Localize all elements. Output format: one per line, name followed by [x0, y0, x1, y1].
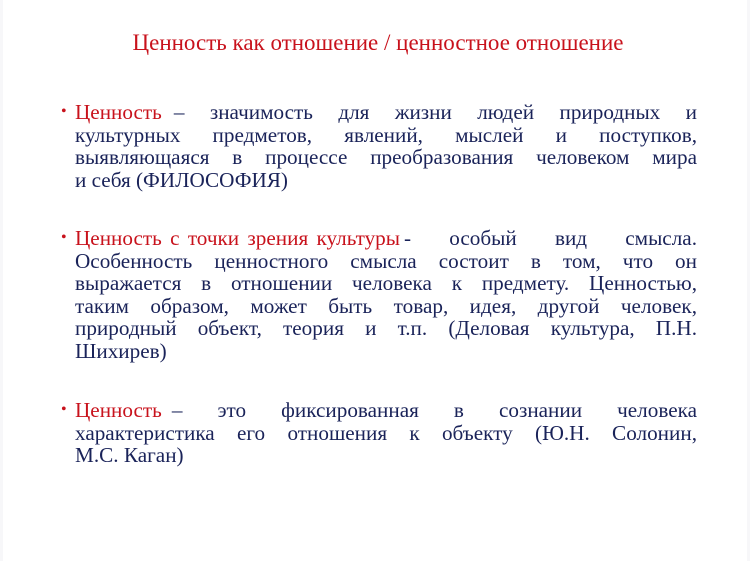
bullet-item-culture	[59, 227, 697, 362]
bullet-3-line-1	[75, 399, 697, 422]
bullet-dot-icon: •	[61, 401, 67, 418]
bullet-item-philosophy	[59, 101, 697, 191]
bullet-2-line-4: таким образом, может быть товар, идея, другой человек,	[75, 293, 697, 318]
bullet-2-line-5: природный объект, теория и т.п. (Деловая культура, П.Н.	[75, 316, 697, 340]
slide-title: Ценность как отношение / ценностное отношение	[132, 30, 624, 55]
bullet-1-line-1	[75, 101, 697, 124]
bullet-item-characteristic	[59, 399, 697, 467]
line-text	[162, 101, 697, 124]
line-text-content: - особый вид смысла.	[404, 226, 697, 250]
line-text-content: – это фиксированная в сознании человека	[171, 398, 697, 422]
bullet-2-line-2: Особенность ценностного смысла состоит в том, что он	[75, 248, 697, 273]
term-highlight: Ценность	[75, 398, 162, 422]
bullet-3-line-2: характеристика его отношения к объекту (Ю.Н. Солонин,	[75, 420, 697, 445]
bullet-3-line-3: М.С. Каган)	[75, 443, 184, 467]
line-text-content: – значимость для жизни людей природных и	[173, 100, 697, 124]
bullet-list	[59, 101, 697, 467]
bullet-1-line-2: культурных предметов, явлений, мыслей и поступков,	[75, 122, 697, 147]
term-highlight: Ценность	[75, 100, 162, 124]
bullet-2-line-1	[75, 227, 697, 250]
bullet-2-line-6: Шихирев)	[75, 338, 167, 363]
bullet-dot-icon: •	[61, 229, 67, 246]
bullet-dot-icon: •	[61, 103, 67, 120]
bullet-2-line-3: выражается в отношении человека к предмету. Ценностью,	[75, 271, 697, 295]
bullet-1-line-4: и себя (ФИЛОСОФИЯ)	[75, 167, 288, 192]
term-highlight: Ценность с точки зрения культуры	[75, 226, 401, 250]
bullet-1-line-3: выявляющаяся в процессе преобразования человеком мира	[75, 145, 697, 169]
